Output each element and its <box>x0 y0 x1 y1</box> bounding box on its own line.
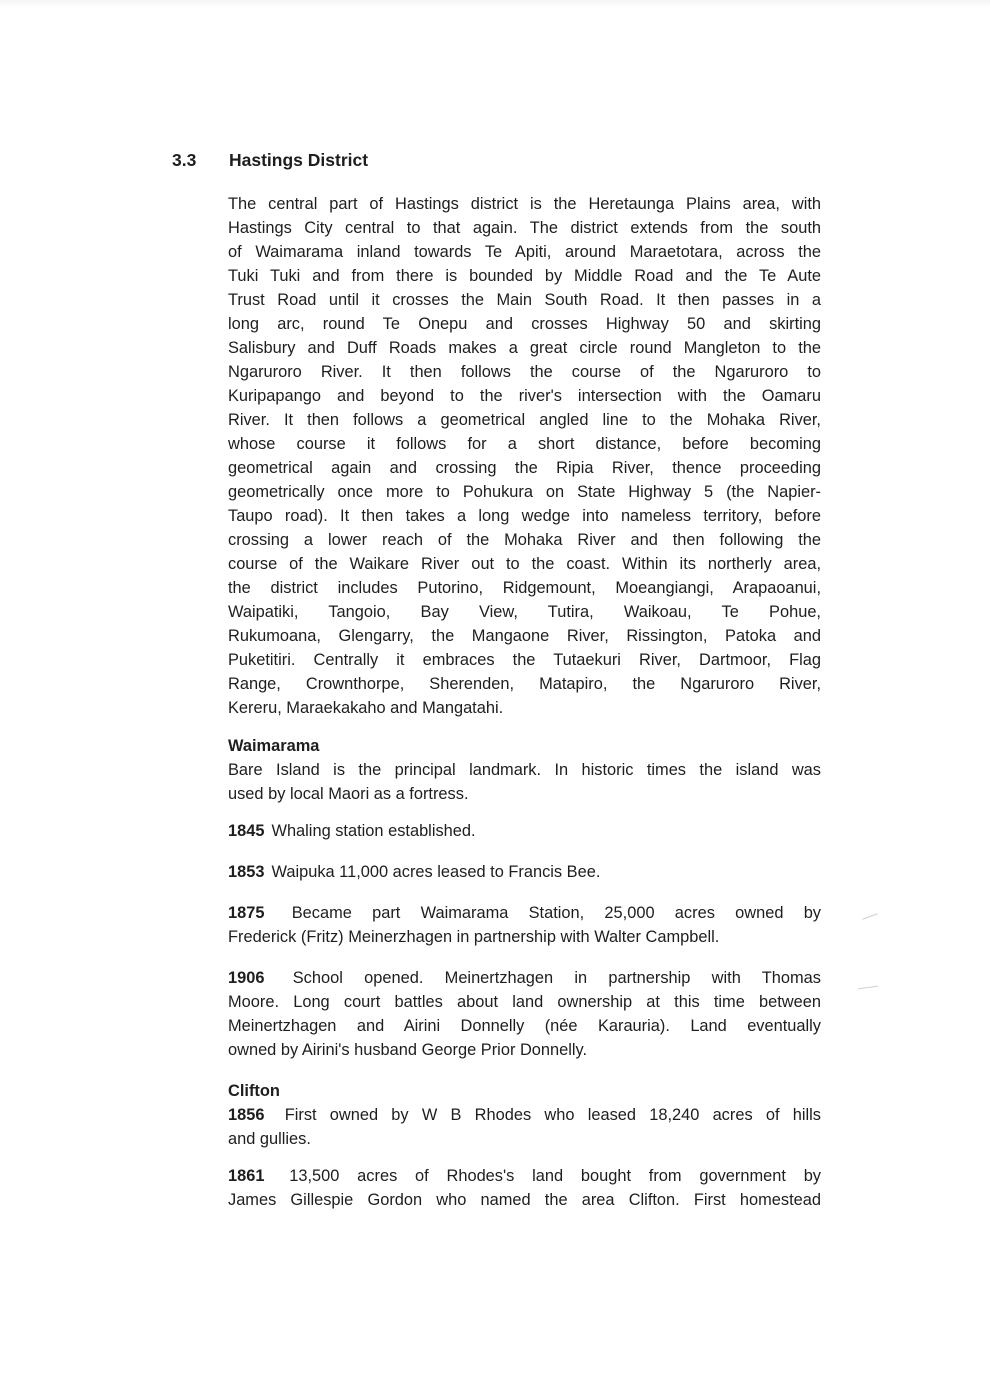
entry-year: 1906 <box>228 969 265 987</box>
paragraph-line: whose course it follows for a short distance, before becoming <box>228 435 821 453</box>
paragraph-line: River. It then follows a geometrical angled line to the Mohaka River, <box>228 411 821 429</box>
margin-mark <box>858 986 878 990</box>
entry-text: James Gillespie Gordon who named the area Clifton. First homestead <box>228 1191 821 1209</box>
timeline-entry <box>228 966 821 1062</box>
entry-text: Became part Waimarama Station, 25,000 acres owned by <box>291 904 821 922</box>
entry-text: and gullies. <box>228 1130 311 1148</box>
entry-text: Moore. Long court battles about land ownership at this time between <box>228 993 821 1011</box>
entry-year: 1861 <box>228 1167 265 1185</box>
paragraph-line: The central part of Hastings district is the Heretaunga Plains area, with <box>228 195 821 213</box>
paragraph-line: Kuripapango and beyond to the river's intersection with the Oamaru <box>228 387 821 405</box>
entry-year: 1875 <box>228 904 265 922</box>
entry-text: owned by Airini's husband George Prior Donnelly. <box>228 1041 588 1059</box>
paragraph-line: course of the Waikare River out to the coast. Within its northerly area, <box>228 555 821 573</box>
timeline-entry <box>228 901 821 949</box>
waimarama-heading: Waimarama <box>228 737 320 755</box>
entry-text: First owned by W B Rhodes who leased 18,240 acres of hills <box>284 1106 821 1124</box>
paragraph-line: Waipatiki, Tangoio, Bay View, Tutira, Waikoau, Te Pohue, <box>228 603 821 621</box>
paragraph-line: geometrical again and crossing the Ripia River, thence proceeding <box>228 459 821 477</box>
paragraph-line: of Waimarama inland towards Te Apiti, around Maraetotara, across the <box>228 243 821 261</box>
section-title: Hastings District <box>229 150 369 170</box>
paragraph-line: Ngaruroro River. It then follows the course of the Ngaruroro to <box>228 363 821 381</box>
paragraph-line: Trust Road until it crosses the Main South Road. It then passes in a <box>228 291 821 309</box>
entry-text: Whaling station established. <box>271 822 476 840</box>
entry-text: 13,500 acres of Rhodes's land bought from government by <box>289 1167 821 1185</box>
entry-text: Frederick (Fritz) Meinerzhagen in partnership with Walter Campbell. <box>228 928 720 946</box>
paragraph-line: Rukumoana, Glengarry, the Mangaone River, Rissington, Patoka and <box>228 627 821 645</box>
timeline-entry <box>228 1164 821 1212</box>
paragraph-line: Hastings City central to that again. The district extends from the south <box>228 219 821 237</box>
paragraph-line: long arc, round Te Onepu and crosses Highway 50 and skirting <box>228 315 821 333</box>
entry-text: School opened. Meinertzhagen in partnership with Thomas <box>292 969 821 987</box>
paragraph-line: the district includes Putorino, Ridgemount, Moeangiangi, Arapaoanui, <box>228 579 821 597</box>
paragraph-line: Puketitiri. Centrally it embraces the Tutaekuri River, Dartmoor, Flag <box>228 651 821 669</box>
section-number: 3.3 <box>172 150 197 170</box>
paragraph-line: crossing a lower reach of the Mohaka River and then following the <box>228 531 821 549</box>
paragraph-line: used by local Maori as a fortress. <box>228 785 469 803</box>
entry-text: Meinertzhagen and Airini Donnelly (née Karauria). Land eventually <box>228 1017 821 1035</box>
paragraph-line: geometrically once more to Pohukura on State Highway 5 (the Napier- <box>228 483 821 501</box>
intro-paragraph <box>228 192 821 720</box>
paragraph-line: Tuki Tuki and from there is bounded by Middle Road and the Te Aute <box>228 267 821 285</box>
clifton-heading: Clifton <box>228 1082 280 1100</box>
entry-year: 1853 <box>228 863 265 881</box>
paragraph-line: Salisbury and Duff Roads makes a great circle round Mangleton to the <box>228 339 821 357</box>
entry-year: 1856 <box>228 1106 265 1124</box>
timeline-entry <box>228 819 821 843</box>
entry-text: Waipuka 11,000 acres leased to Francis Bee. <box>271 863 601 881</box>
timeline-entry <box>228 860 821 884</box>
waimarama-block <box>228 734 821 806</box>
paragraph-line: Range, Crownthorpe, Sherenden, Matapiro, the Ngaruroro River, <box>228 675 821 693</box>
margin-mark <box>862 913 877 919</box>
scan-edge <box>0 0 990 8</box>
entry-year: 1845 <box>228 822 265 840</box>
paragraph-line: Taupo road). It then takes a long wedge into nameless territory, before <box>228 507 821 525</box>
paragraph-line: Bare Island is the principal landmark. In historic times the island was <box>228 761 821 779</box>
clifton-block <box>228 1079 821 1151</box>
paragraph-line: Kereru, Maraekakaho and Mangatahi. <box>228 699 504 717</box>
